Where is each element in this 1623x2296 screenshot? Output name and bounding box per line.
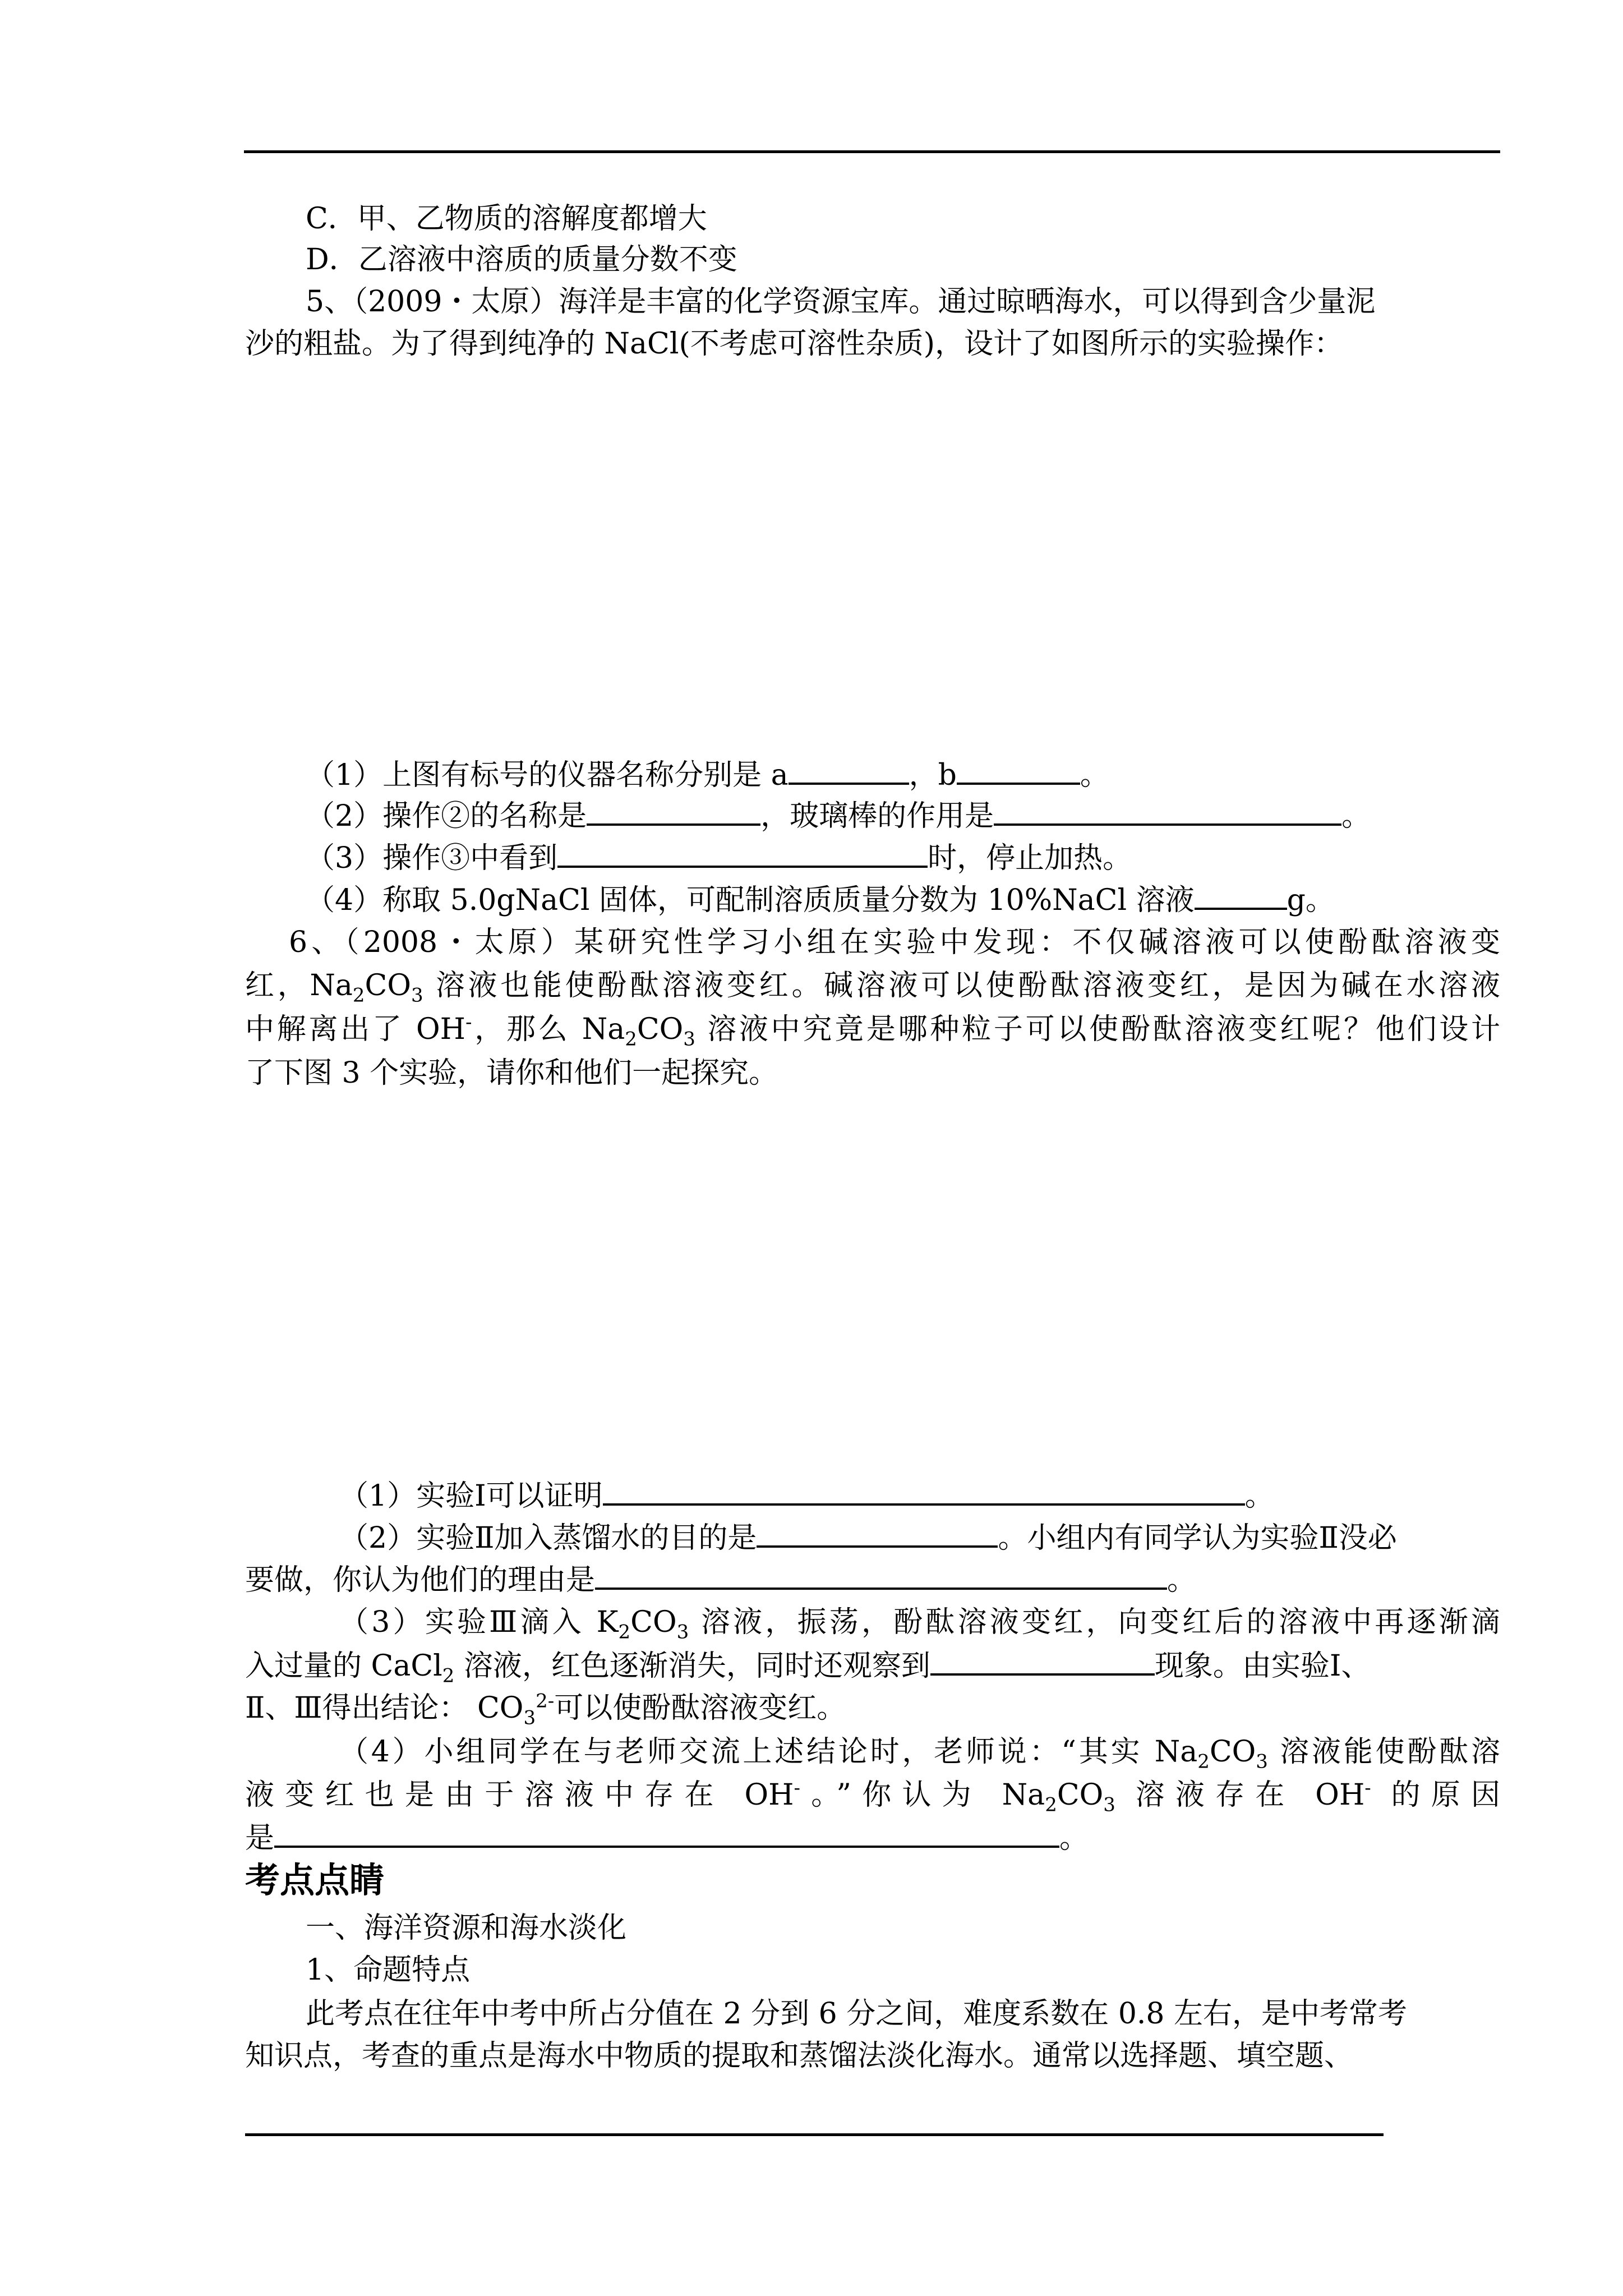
- answer-blank-reason[interactable]: [595, 1559, 1167, 1590]
- q6-intro-line1: 6、（2008・太原）某研究性学习小组在实验中发现：不仅碱溶液可以使酚酞溶液变: [289, 926, 1500, 959]
- q6-sub4-sub1: 2: [1197, 1750, 1210, 1773]
- answer-blank-glass-rod-role[interactable]: [994, 795, 1341, 826]
- q6-sub4-line1: [339, 1732, 1500, 1772]
- q6-intro3-sub2: 3: [683, 1028, 695, 1051]
- q6-sub4-f: CO: [1057, 1778, 1104, 1812]
- section-paragraph-line2: 知识点，考查的重点是海水中物质的提取和蒸馏法淡化海水。通常以选择题、填空题、: [245, 2039, 1354, 2073]
- answer-blank-experiment1[interactable]: [603, 1475, 1245, 1506]
- q6-sub4-d: 液变红也是由于溶液中存在 OH: [245, 1778, 794, 1812]
- q6-sub4-sup1: -: [794, 1777, 800, 1800]
- q6-sub2-text: （2）实验Ⅱ加入蒸馏水的目的是: [339, 1521, 757, 1555]
- q6-sub3-g: Ⅱ、Ⅲ得出结论： CO: [245, 1691, 524, 1725]
- q6-sub3-sub2: 3: [676, 1621, 689, 1644]
- answer-blank-mass[interactable]: [1195, 880, 1287, 910]
- q5-sub1: [306, 754, 1109, 795]
- q5-sub2-text: （2）操作②的名称是: [306, 799, 587, 833]
- q6-sub4-e: 。”你认为 Na: [800, 1778, 1045, 1812]
- answer-blank-phenomenon[interactable]: [930, 1645, 1155, 1676]
- q6-sub2-text-b: 。小组内有同学认为实验Ⅱ没必: [998, 1521, 1397, 1555]
- q6-sub4-line3: [245, 1818, 1089, 1858]
- q6-sub3-sup1: 2-: [536, 1690, 555, 1713]
- q6-intro2-a: 红，Na: [245, 969, 353, 1002]
- q6-sub3-d: 入过量的 CaCl: [245, 1649, 442, 1683]
- q5-intro-line2: 沙的粗盐。为了得到纯净的 NaCl(不考虑可溶性杂质)，设计了如图所示的实验操作：: [245, 327, 1344, 361]
- q5-sub3-text: （3）操作③中看到: [306, 841, 558, 875]
- q6-sub4-sub2: 3: [1256, 1750, 1268, 1773]
- answer-blank-b[interactable]: [957, 754, 1080, 785]
- q5-figure-area: [245, 370, 1501, 729]
- q6-sub4-end: 。: [1059, 1821, 1089, 1855]
- q6-intro2-sub1: 2: [352, 984, 365, 1007]
- option-d: D．乙溶液中溶质的质量分数不变: [306, 243, 737, 277]
- q6-sub4-sup2: -: [1364, 1777, 1371, 1800]
- q6-sub4-i: 是: [245, 1821, 275, 1855]
- answer-blank-oh-reason[interactable]: [274, 1818, 1059, 1848]
- q6-intro3-c: CO: [637, 1013, 684, 1046]
- q6-sub3-b: CO: [630, 1605, 677, 1639]
- q5-sub1-end: 。: [1080, 758, 1109, 792]
- q6-sub4-sub4: 3: [1103, 1793, 1115, 1816]
- q5-sub1-text-b: ，b: [909, 758, 957, 792]
- q6-intro2-sub2: 3: [411, 984, 423, 1007]
- q6-sub4-c: 溶液能使酚酞溶: [1267, 1735, 1501, 1769]
- q5-sub2-text-b: ，玻璃棒的作用是: [760, 799, 994, 833]
- q6-sub4-b: CO: [1209, 1735, 1256, 1769]
- q6-sub3-a: （3）实验Ⅲ滴入 K: [339, 1605, 619, 1639]
- q6-sub4-a: （4）小组同学在与老师交流上述结论时，老师说：“其实 Na: [339, 1735, 1198, 1769]
- q6-figure-area: [245, 1099, 1501, 1458]
- q6-sub2-end: 。: [1167, 1563, 1197, 1597]
- q6-sub3-line2: [245, 1645, 1370, 1686]
- q6-sub1: [339, 1475, 1274, 1516]
- q6-intro3-sub1: 2: [625, 1028, 637, 1051]
- q6-sub4-line2: [245, 1775, 1500, 1815]
- q5-sub4-text-b: g。: [1287, 884, 1335, 917]
- q5-sub4: [306, 880, 1335, 920]
- q6-sub3-line1: [339, 1603, 1500, 1642]
- q6-intro2-b: CO: [365, 969, 411, 1002]
- section-subheading-1: 一、海洋资源和海水淡化: [306, 1911, 627, 1945]
- q6-intro-line2: [245, 966, 1500, 1005]
- q6-intro3-a: 中解离出了 OH: [245, 1013, 465, 1046]
- answer-blank-distilled-water-purpose[interactable]: [757, 1517, 998, 1548]
- option-c: C．甲、乙物质的溶解度都增大: [306, 202, 707, 236]
- q6-sub3-sub3: 2: [442, 1664, 455, 1687]
- section-paragraph-line1: 此考点在往年中考中所占分值在 2 分到 6 分之间，难度系数在 0.8 左右，是中考常考: [306, 1997, 1408, 2031]
- q6-sub3-sub1: 2: [618, 1621, 631, 1644]
- q6-intro2-c: 溶液也能使酚酞溶液变红。碱溶液可以使酚酞溶液变红，是因为碱在水溶液: [423, 969, 1500, 1002]
- answer-blank-operation-name[interactable]: [587, 795, 760, 826]
- q5-sub1-text: （1）上图有标号的仪器名称分别是 a: [306, 758, 789, 792]
- q6-sub3-sub4: 3: [523, 1706, 536, 1729]
- q5-sub4-text: （4）称取 5.0gNaCl 固体，可配制溶质质量分数为 10%NaCl 溶液: [306, 884, 1195, 917]
- q6-intro3-sup: -: [465, 1011, 472, 1034]
- q6-sub4-h: 的原因: [1371, 1778, 1501, 1812]
- q6-sub1-text: （1）实验Ⅰ可以证明: [339, 1479, 603, 1513]
- q5-intro-line1: 5、（2009・太原）海洋是丰富的化学资源宝库。通过晾晒海水，可以得到含少量泥: [306, 285, 1376, 319]
- q6-intro3-b: ，那么 Na: [472, 1013, 625, 1046]
- q6-sub3-f: 现象。由实验Ⅰ、: [1154, 1649, 1371, 1683]
- q6-intro-line4: 了下图 3 个实验，请你和他们一起探究。: [245, 1056, 778, 1090]
- q6-intro3-d: 溶液中究竟是哪种粒子可以使酚酞溶液变红呢？他们设计: [695, 1013, 1500, 1046]
- q6-sub4-g: 溶液存在 OH: [1115, 1778, 1365, 1812]
- q6-sub3-c: 溶液，振荡，酚酞溶液变红，向变红后的溶液中再逐渐滴: [689, 1605, 1501, 1639]
- q6-sub3-h: 可以使酚酞溶液变红。: [554, 1691, 846, 1725]
- q5-sub3-text-b: 时，停止加热。: [928, 841, 1132, 875]
- footer-rule: [245, 2133, 1384, 2136]
- q5-sub3: [306, 838, 1132, 878]
- q6-sub1-end: 。: [1244, 1479, 1274, 1513]
- q6-sub4-sub3: 2: [1045, 1793, 1057, 1816]
- q5-sub2-end: 。: [1341, 799, 1371, 833]
- answer-blank-a[interactable]: [789, 754, 909, 785]
- section-subheading-2: 1、命题特点: [306, 1953, 471, 1987]
- q6-sub2-cont: [245, 1559, 1196, 1600]
- section-heading: 考点点睛: [245, 1860, 385, 1901]
- q6-sub3-e: 溶液，红色逐渐消失，同时还观察到: [454, 1649, 930, 1683]
- q6-sub2: [339, 1517, 1397, 1558]
- q5-sub2: [306, 795, 1371, 836]
- q6-sub3-line3: [245, 1688, 846, 1728]
- answer-blank-observation[interactable]: [557, 838, 928, 868]
- header-rule: [244, 150, 1500, 153]
- q6-intro-line3: [245, 1010, 1500, 1049]
- q6-sub2-text-c: 要做，你认为他们的理由是: [245, 1563, 596, 1597]
